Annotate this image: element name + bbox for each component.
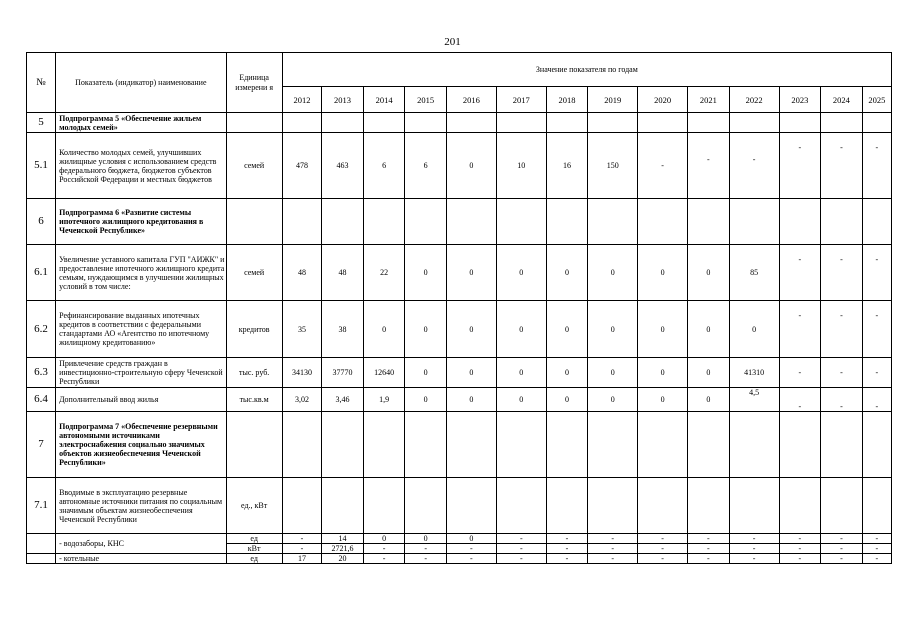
value-cell — [546, 412, 588, 478]
value-cell: 0 — [688, 358, 730, 388]
value-cell: - — [588, 554, 638, 564]
value-cell — [862, 199, 891, 245]
table-row — [27, 412, 892, 478]
value-cell: - — [729, 544, 779, 554]
value-cell: 1,9 — [363, 388, 405, 412]
value-cell: 16 — [546, 133, 588, 199]
value-cell: 0 — [446, 388, 496, 412]
row-name: - водозаборы, КНС — [56, 534, 226, 554]
value-cell — [363, 199, 405, 245]
value-cell: - — [446, 554, 496, 564]
value-cell: 0 — [638, 358, 688, 388]
value-cell: - — [779, 388, 821, 412]
value-cell: 3,46 — [322, 388, 364, 412]
value-cell: 0 — [405, 388, 447, 412]
value-cell: - — [821, 133, 863, 199]
value-cell: 478 — [282, 133, 322, 199]
value-cell — [688, 478, 730, 534]
value-cell: 0 — [496, 358, 546, 388]
value-cell: 22 — [363, 245, 405, 301]
value-cell: 463 — [322, 133, 364, 199]
row-number: 7 — [27, 412, 56, 478]
value-cell — [588, 412, 638, 478]
value-cell — [638, 478, 688, 534]
value-cell: 0 — [546, 358, 588, 388]
value-cell — [588, 113, 638, 133]
value-cell: - — [496, 554, 546, 564]
value-cell — [363, 478, 405, 534]
value-cell: - — [779, 358, 821, 388]
page-number: 201 — [444, 36, 461, 48]
value-cell — [496, 412, 546, 478]
value-cell — [821, 478, 863, 534]
value-cell: 10 — [496, 133, 546, 199]
value-cell — [821, 113, 863, 133]
value-cell — [282, 113, 322, 133]
value-cell — [446, 478, 496, 534]
value-cell: 12640 — [363, 358, 405, 388]
value-cell — [322, 478, 364, 534]
value-cell: - — [862, 245, 891, 301]
row-unit: ед., кВт — [226, 478, 282, 534]
value-cell: - — [446, 544, 496, 554]
value-cell: - — [688, 534, 730, 544]
year-2022: 2022 — [729, 87, 779, 113]
value-cell: - — [779, 245, 821, 301]
value-cell — [546, 199, 588, 245]
value-cell: 14 — [322, 534, 364, 544]
value-cell — [496, 113, 546, 133]
table-row — [27, 301, 892, 358]
row-name: Подпрограмма 7 «Обеспечение резервными автономными источниками электроснабжения социально значимых объектов жизнеобеспечения Чеченской Республики» — [56, 412, 226, 478]
value-cell — [363, 113, 405, 133]
table-row — [27, 478, 892, 534]
value-cell: - — [688, 544, 730, 554]
value-cell: 0 — [688, 388, 730, 412]
value-cell: - — [821, 388, 863, 412]
value-cell: 35 — [282, 301, 322, 358]
year-2025: 2025 — [862, 87, 891, 113]
value-cell: - — [821, 534, 863, 544]
value-cell: - — [546, 534, 588, 544]
value-cell: 20 — [322, 554, 364, 564]
header-unit: Единица измерени я — [226, 53, 282, 113]
row-name: Количество молодых семей, улучшивших жилищные условия с использованием средств федерального бюджета, бюджетов субъектов Российской Федерации и местных бюджетов — [56, 133, 226, 199]
value-cell: - — [821, 554, 863, 564]
row-number: 6 — [27, 199, 56, 245]
value-cell — [405, 412, 447, 478]
year-2018: 2018 — [546, 87, 588, 113]
value-cell — [862, 412, 891, 478]
year-2012: 2012 — [282, 87, 322, 113]
value-cell: 0 — [638, 245, 688, 301]
table-row — [27, 133, 892, 199]
value-cell: - — [779, 133, 821, 199]
value-cell — [779, 199, 821, 245]
value-cell — [821, 412, 863, 478]
row-number: 6.4 — [27, 388, 56, 412]
value-cell: - — [405, 544, 447, 554]
value-cell: - — [862, 388, 891, 412]
row-number — [27, 534, 56, 554]
value-cell — [729, 113, 779, 133]
value-cell — [688, 113, 730, 133]
value-cell — [546, 113, 588, 133]
value-cell: - — [729, 554, 779, 564]
value-cell: - — [729, 133, 779, 199]
value-cell: 0 — [405, 245, 447, 301]
row-unit: кВт — [226, 544, 282, 554]
value-cell — [446, 113, 496, 133]
value-cell — [688, 199, 730, 245]
value-cell: 0 — [546, 301, 588, 358]
value-cell: - — [638, 133, 688, 199]
value-cell — [779, 113, 821, 133]
row-name: Рефинансирование выданных ипотечных кредитов в соответствии с федеральными стандартами АО «Агентство по ипотечному жилищному кредитованию» — [56, 301, 226, 358]
value-cell: 0 — [363, 301, 405, 358]
value-cell: 0 — [446, 358, 496, 388]
value-cell — [405, 113, 447, 133]
value-cell: - — [638, 554, 688, 564]
row-number: 6.2 — [27, 301, 56, 358]
value-cell — [405, 478, 447, 534]
value-cell: 6 — [363, 133, 405, 199]
value-cell: 0 — [446, 133, 496, 199]
value-cell: - — [588, 534, 638, 544]
value-cell: 0 — [688, 245, 730, 301]
value-cell: 0 — [446, 245, 496, 301]
value-cell: 3,02 — [282, 388, 322, 412]
value-cell — [729, 478, 779, 534]
year-2014: 2014 — [363, 87, 405, 113]
value-cell: - — [862, 301, 891, 358]
value-cell — [862, 478, 891, 534]
value-cell — [588, 199, 638, 245]
header-indicator: Показатель (индикатор) наименование — [56, 53, 226, 113]
year-2021: 2021 — [688, 87, 730, 113]
value-cell — [282, 199, 322, 245]
value-cell: 48 — [322, 245, 364, 301]
year-2015: 2015 — [405, 87, 447, 113]
value-cell: 0 — [363, 534, 405, 544]
value-cell: - — [821, 358, 863, 388]
value-cell — [496, 199, 546, 245]
row-name: Дополнительный ввод жилья — [56, 388, 226, 412]
value-cell: 0 — [546, 245, 588, 301]
value-cell: - — [688, 554, 730, 564]
value-cell: - — [862, 534, 891, 544]
value-cell: 0 — [588, 245, 638, 301]
value-cell — [363, 412, 405, 478]
value-cell: - — [282, 544, 322, 554]
value-cell: 0 — [405, 358, 447, 388]
value-cell — [821, 199, 863, 245]
value-cell: 85 — [729, 245, 779, 301]
row-number: 5.1 — [27, 133, 56, 199]
value-cell: - — [862, 554, 891, 564]
value-cell: 0 — [405, 534, 447, 544]
row-number — [27, 554, 56, 564]
value-cell: - — [779, 534, 821, 544]
value-cell: - — [779, 301, 821, 358]
value-cell: 0 — [638, 301, 688, 358]
row-unit: тыс. руб. — [226, 358, 282, 388]
row-unit: ед — [226, 534, 282, 544]
value-cell: 6 — [405, 133, 447, 199]
year-2016: 2016 — [446, 87, 496, 113]
value-cell — [688, 412, 730, 478]
year-2019: 2019 — [588, 87, 638, 113]
value-cell: - — [688, 133, 730, 199]
header-values-by-year: Значение показателя по годам — [282, 53, 891, 87]
table-row — [27, 358, 892, 388]
value-cell — [322, 113, 364, 133]
value-cell: - — [779, 554, 821, 564]
value-cell: - — [496, 534, 546, 544]
value-cell: 4,5 — [729, 388, 779, 412]
value-cell: 0 — [588, 388, 638, 412]
value-cell — [729, 199, 779, 245]
row-unit: семей — [226, 245, 282, 301]
value-cell: 0 — [496, 301, 546, 358]
value-cell: - — [638, 534, 688, 544]
value-cell: 0 — [546, 388, 588, 412]
value-cell: 0 — [496, 388, 546, 412]
value-cell — [588, 478, 638, 534]
value-cell: - — [821, 301, 863, 358]
value-cell: - — [821, 245, 863, 301]
value-cell — [638, 199, 688, 245]
value-cell — [638, 412, 688, 478]
row-unit — [226, 113, 282, 133]
value-cell: 0 — [588, 358, 638, 388]
value-cell — [446, 199, 496, 245]
row-unit: тыс.кв.м — [226, 388, 282, 412]
row-name: Привлечение средств граждан в инвестиционно-строительную сферу Чеченской Республики — [56, 358, 226, 388]
value-cell: - — [588, 544, 638, 554]
value-cell — [779, 412, 821, 478]
year-2017: 2017 — [496, 87, 546, 113]
row-unit: ед — [226, 554, 282, 564]
header-no: № — [27, 53, 56, 113]
table-row — [27, 388, 892, 412]
value-cell — [729, 412, 779, 478]
row-name: Подпрограмма 6 «Развитие системы ипотечного жилищного кредитования в Чеченской Республике» — [56, 199, 226, 245]
value-cell: - — [546, 544, 588, 554]
value-cell: - — [729, 534, 779, 544]
value-cell: 37770 — [322, 358, 364, 388]
value-cell: - — [496, 544, 546, 554]
value-cell: 41310 — [729, 358, 779, 388]
row-unit — [226, 199, 282, 245]
row-unit: семей — [226, 133, 282, 199]
value-cell: 2721,6 — [322, 544, 364, 554]
value-cell: - — [821, 544, 863, 554]
row-name: Подпрограмма 5 «Обеспечение жильем молодых семей» — [56, 113, 226, 133]
value-cell — [322, 199, 364, 245]
value-cell: - — [638, 544, 688, 554]
value-cell: - — [363, 554, 405, 564]
year-2024: 2024 — [821, 87, 863, 113]
row-name: - котельные — [56, 554, 226, 564]
value-cell — [779, 478, 821, 534]
value-cell: - — [405, 554, 447, 564]
row-name: Увеличение уставного капитала ГУП "АИЖК" и предоставление ипотечного жилищного кредита семьям, нуждающимся в улучшении жилищных условий в том числе: — [56, 245, 226, 301]
table-row — [27, 199, 892, 245]
value-cell: 0 — [496, 245, 546, 301]
indicators-table — [26, 52, 892, 564]
value-cell — [282, 478, 322, 534]
value-cell: - — [779, 544, 821, 554]
value-cell — [546, 478, 588, 534]
value-cell — [405, 199, 447, 245]
value-cell: 0 — [638, 388, 688, 412]
value-cell — [446, 412, 496, 478]
value-cell: 48 — [282, 245, 322, 301]
value-cell: - — [546, 554, 588, 564]
value-cell: - — [862, 544, 891, 554]
value-cell — [496, 478, 546, 534]
row-unit: кредитов — [226, 301, 282, 358]
value-cell: 0 — [446, 301, 496, 358]
value-cell — [322, 412, 364, 478]
year-2013: 2013 — [322, 87, 364, 113]
value-cell: 0 — [405, 301, 447, 358]
value-cell: 0 — [688, 301, 730, 358]
year-2020: 2020 — [638, 87, 688, 113]
value-cell: 0 — [588, 301, 638, 358]
value-cell: 34130 — [282, 358, 322, 388]
row-number: 7.1 — [27, 478, 56, 534]
row-unit — [226, 412, 282, 478]
table-row — [27, 245, 892, 301]
row-name: Вводимые в эксплуатацию резервные автономные источники питания по социальным значимым объектам жизнеобеспечения Чеченской Республики — [56, 478, 226, 534]
row-number: 6.3 — [27, 358, 56, 388]
value-cell: - — [282, 534, 322, 544]
value-cell: 38 — [322, 301, 364, 358]
year-2023: 2023 — [779, 87, 821, 113]
value-cell: - — [862, 358, 891, 388]
value-cell — [638, 113, 688, 133]
value-cell: 0 — [729, 301, 779, 358]
value-cell: 17 — [282, 554, 322, 564]
row-number: 6.1 — [27, 245, 56, 301]
value-cell — [282, 412, 322, 478]
row-number: 5 — [27, 113, 56, 133]
value-cell: 0 — [446, 534, 496, 544]
value-cell: - — [363, 544, 405, 554]
table-row — [27, 554, 892, 564]
value-cell: 150 — [588, 133, 638, 199]
value-cell: - — [862, 133, 891, 199]
value-cell — [862, 113, 891, 133]
table-row — [27, 113, 892, 133]
table-row — [27, 534, 892, 544]
